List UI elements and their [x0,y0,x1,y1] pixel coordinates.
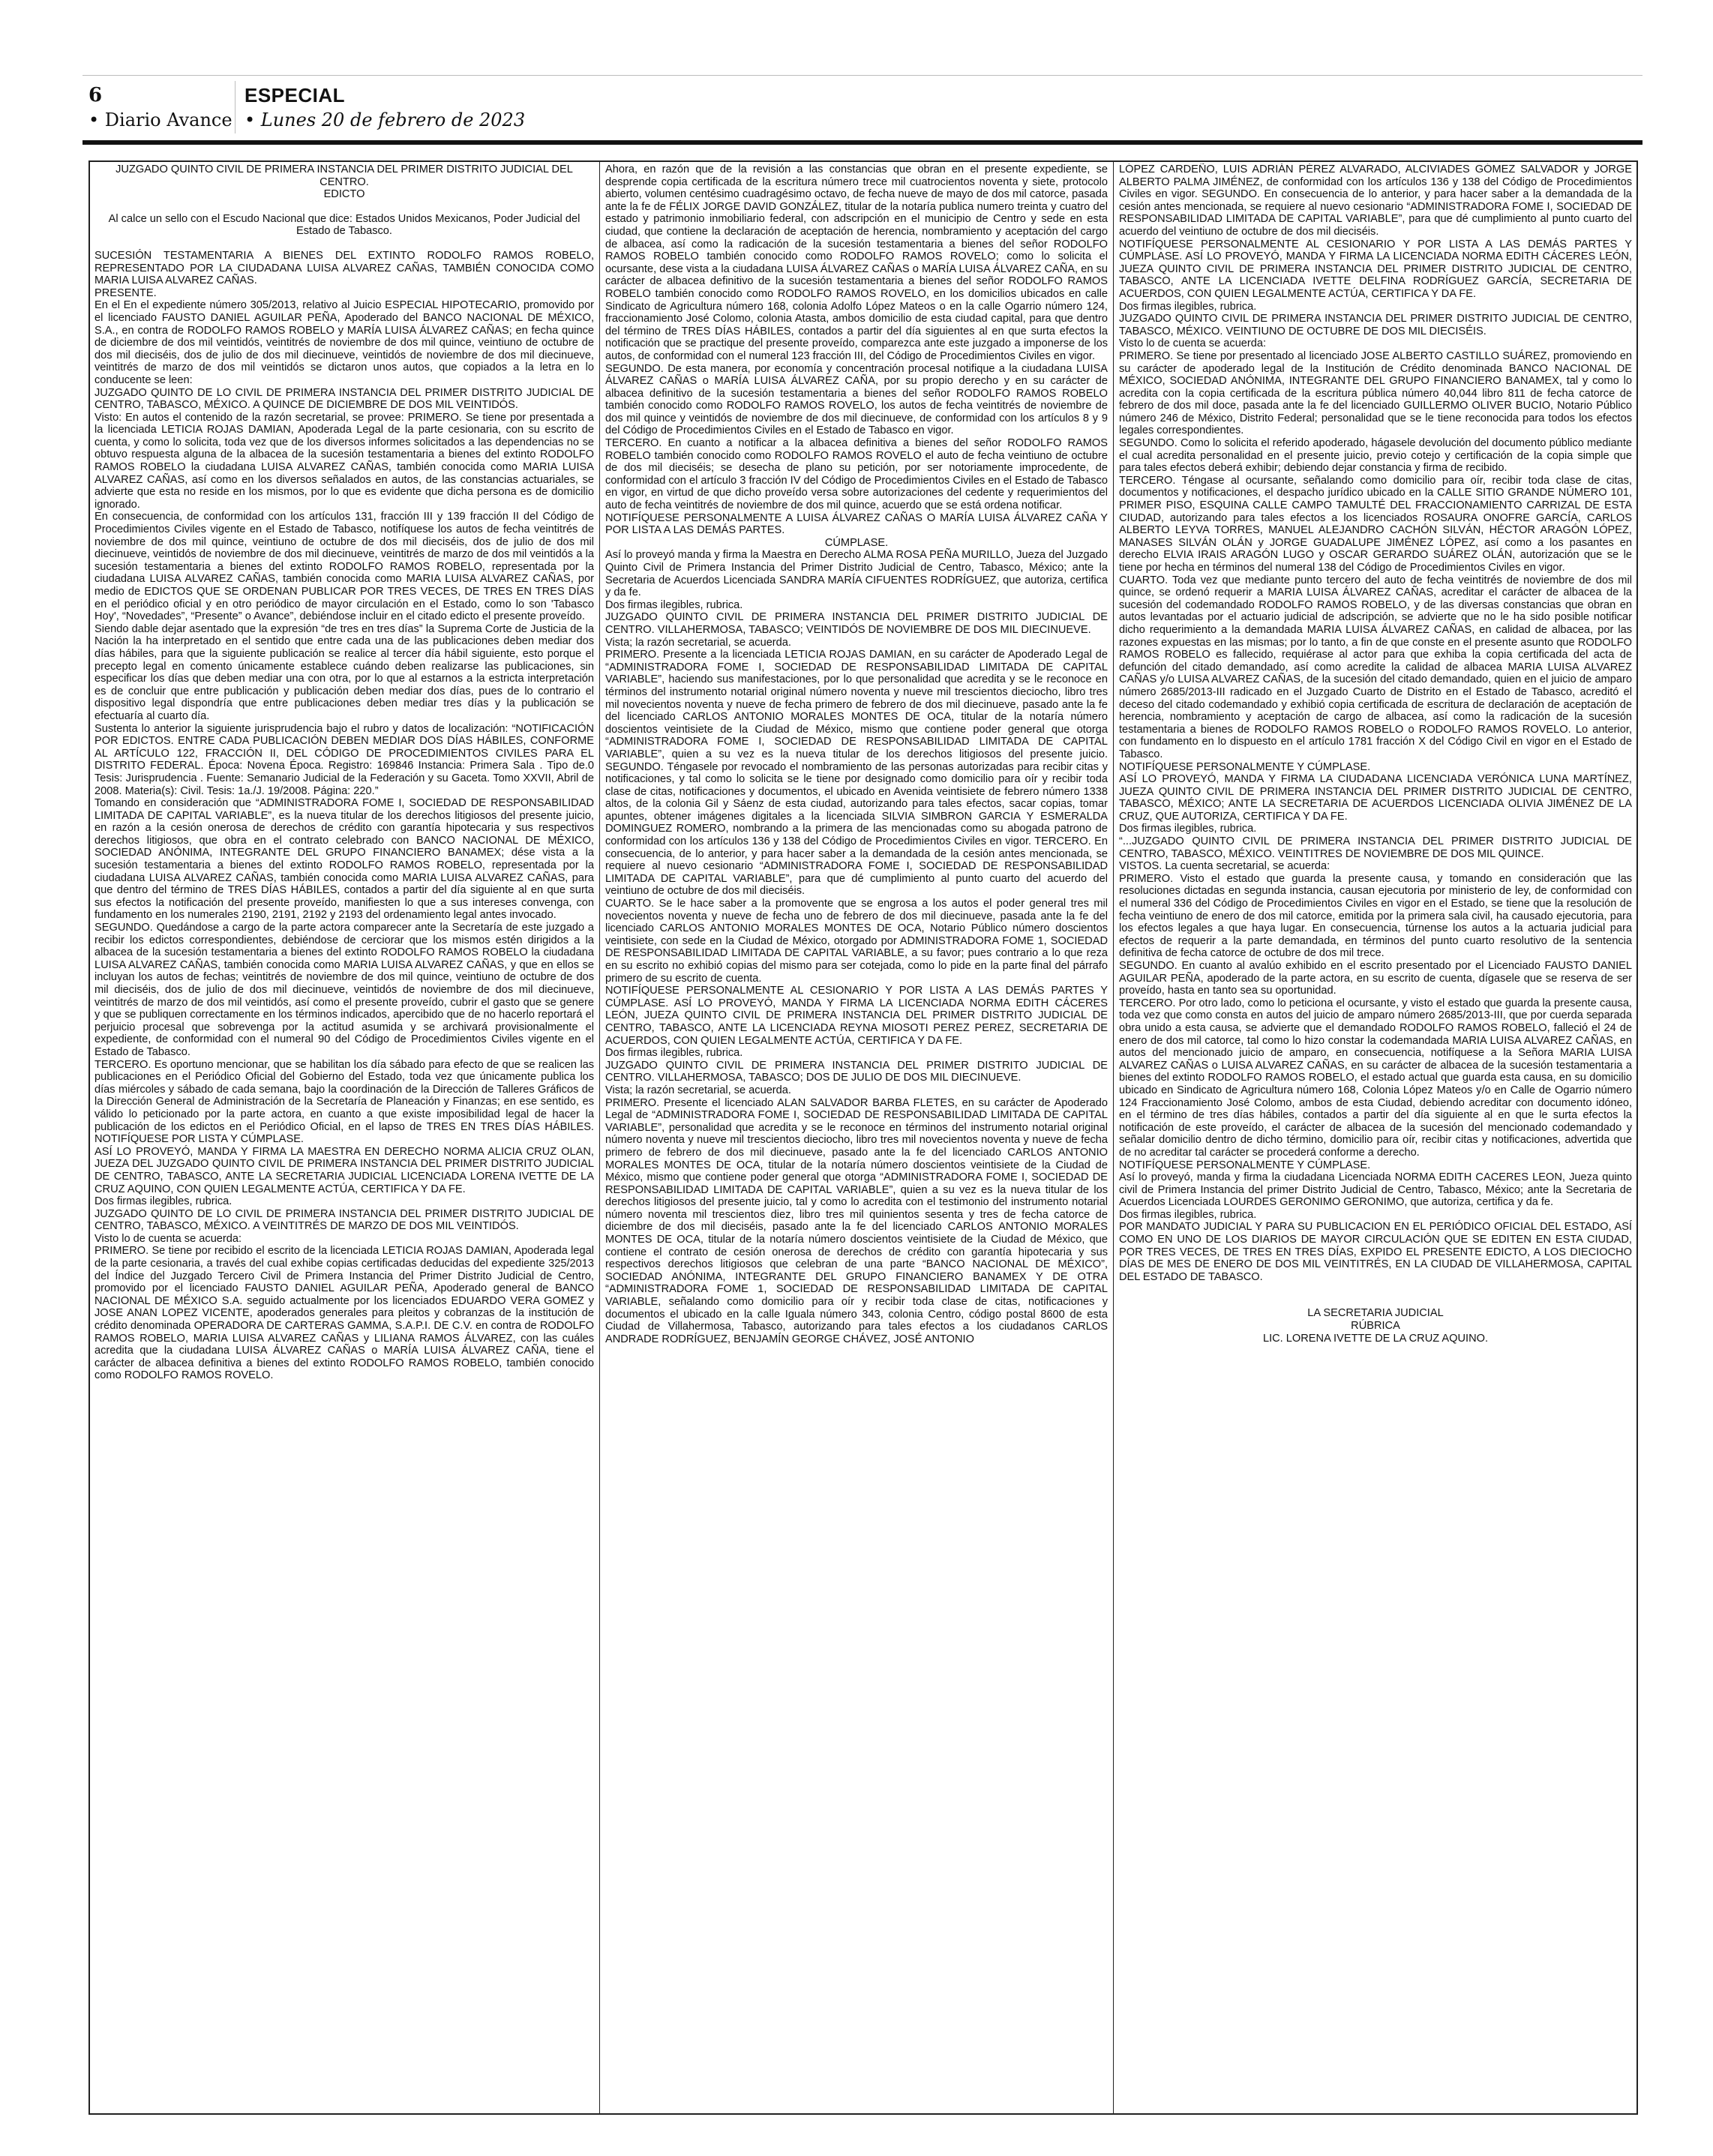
page-number: 6 [88,84,103,106]
paragraph: CUARTO. Se le hace saber a la promovente que se engrosa a los autos el poder general tres mil novecientos noventa y nueve de fecha uno de febrero de dos mil diecinueve, pasada ante la fe del licenciado CARLOS ANTONIO MORALES MONTES DE OCA, Notario Público número doscientos veintisiete, con sede en la Ciudad de México, otorgado por ADMINISTRADORA FOME 1, SOCIEDAD DE RESPONSABILIDAD LIMITADA DE CAPITAL VARIABLE, a su favor; pues contrario a lo que reza en su escrito no exhibió copias del mismo para ser cotejada, como lo pide en la parte final del párrafo primero de su escrito de cuenta. [605,898,1108,985]
paragraph: LÓPEZ CARDEÑO, LUIS ADRIÁN PÉREZ ALVARADO, ALCIVIADES GÓMEZ SALVADOR y JORGE ALBERTO PALMA JIMÉNEZ, de conformidad con los artículos 136 y 138 del Código de Procedimientos Civiles en vigor. SEGUNDO. En consecuencia de lo anterior, y para hacer saber a la demandada de la cesión antes mencionada, se requiere al nuevo cesionario “ADMINISTRADORA FOME I, SOCIEDAD DE RESPONSABILIDAD LIMITADA DE CAPITAL VARIABLE”, para que dé cumplimiento al punto cuarto del acuerdo del veintiuno de octubre de dos mil dieciséis. [1119,163,1632,238]
paragraph: Así lo proveyó, manda y firma la ciudadana Licenciada NORMA EDITH CACERES LEON, Jueza quinto civil de Primera Instancia del primer Distrito Judicial de Centro, Tabasco, México; ante la Secretaria de Acuerdos Licenciada LOURDES GERONIMO GERONIMO, que autoriza, certifica y da fe. [1119,1171,1632,1209]
paragraph: JUZGADO QUINTO CIVIL DE PRIMERA INSTANCIA DEL PRIMER DISTRITO JUDICIAL DE CENTRO. VILLAHERMOSA, TABASCO; DOS DE JULIO DE DOS MIL DIECINUEVE. [605,1059,1108,1084]
notice-column-3 [1114,163,1636,2112]
notice-column-1 [90,163,598,2112]
paragraph: Siendo dable dejar asentado que la expresión “de tres en tres días” la Suprema Corte de Justicia de la Nación la ha interpretado en el sentido que entre cada una de las publicaciones deben mediar dos días hábiles, para que la siguiente publicación se realice al tercer día hábil siguiente, esto porque el precepto legal en comento únicamente establece cuándo deben realizarse las publicaciones, sin especificar los días que deben mediar una con otra, por lo que al estarnos a la estricta interpretación es de concluir que entre publicación y publicación deben mediar dos días, pues de lo contrario el dispositivo legal dispondría que entre publicaciones deben mediar tres días y la publicación se efectuaría al cuarto día. [94,622,594,722]
court-heading: JUZGADO QUINTO CIVIL DE PRIMERA INSTANCIA DEL PRIMER DISTRITO JUDICIAL DEL CENTRO. [116,163,573,188]
column-rule [599,162,600,2113]
masthead [0,0,1713,165]
masthead-divider [235,81,236,133]
paragraph: Dos firmas ilegibles, rubrica. [605,1047,743,1060]
paragraph: NOTIFÍQUESE PERSONALMENTE AL CESIONARIO Y POR LISTA A LAS DEMÁS PARTES Y CÚMPLASE. ASÍ LO PROVEYÓ, MANDA Y FIRMA LA LICENCIADA NORMA EDITH CÁCERES LEÓN, JUEZA QUINTO CIVIL DE PRIMERA INSTANCIA DEL PRIMER DISTRITO JUDICIAL DE CENTRO, TABASCO, ANTE LA LICENCIADA REYNA MIOSOTI PEREZ PEREZ, SECRETARIA DE ACUERDOS, CON QUIEN LEGALMENTE ACTÚA, CERTIFICA Y DA FE. [605,985,1108,1047]
paragraph: PRIMERO. Se tiene por presentado al licenciado JOSE ALBERTO CASTILLO SUÁREZ, promoviendo en su carácter de apoderado legal de la Institución de Crédito denominada BANCO NACIONAL DE MÉXICO, SOCIEDAD ANÓNIMA, INTEGRANTE DEL GRUPO FINANCIERO BANAMEX, tal y como lo acredita con la copia certificada de la escritura pública número 40,044 libro 811 de fecha catorce de febrero de dos mil doce, pasada ante la fe del licenciado GUILLERMO OLIVER BUCIO, Notario Público número 246 de México, Distrito Federal; personalidad que se le tiene reconocida para todos los efectos legales correspondientes. [1119,349,1632,437]
paragraph: SEGUNDO. Como lo solicita el referido apoderado, hágasele devolución del documento público mediante el cual acredita personalidad en el presente juicio, previo cotejo y certificación de la copia simple que para tales efectos deberá exhibir; debiendo dejar constancia y firma de recibido. [1119,437,1632,475]
paragraph: ASÍ LO PROVEYÓ, MANDA Y FIRMA LA MAESTRA EN DERECHO NORMA ALICIA CRUZ OLAN, JUEZA DEL JUZGADO QUINTO CIVIL DE PRIMERA INSTANCIA DEL PRIMER DISTRITO JUDICIAL DE CENTRO, TABASCO, ANTE LA SECRETARIA JUDICIAL LICENCIADA LORENA IVETTE DE LA CRUZ AQUINO, CON QUIEN LEGALMENTE ACTÚA, CERTIFICA Y DA FE. [94,1145,594,1195]
paragraph: TERCERO. En cuanto a notificar a la albacea definitiva a bienes del señor RODOLFO RAMOS ROBELO también conocido como RODOLFO RAMOS ROVELO el auto de fecha veintiuno de octubre de dos mil dieciséis; se desecha de plano su petición, por ser notoriamente improcedente, de conformidad con el artículo 3 fracción IV del Código de Procedimientos Civiles en el Estado de Tabasco en vigor, en virtud de que dicho proveído versa sobre autorizaciones del cedente y requerimientos del auto de fecha veintitrés de noviembre de dos mil quince, acuerdo que se está ordena notificar. [605,437,1108,512]
paragraph: Sustenta lo anterior la siguiente jurisprudencia bajo el rubro y datos de localización: “NOTIFICACIÓN POR EDICTOS. ENTRE CADA PUBLICACIÓN DEBEN MEDIAR DOS DÍAS HÁBILES, CONFORME AL ARTÍCULO 122, FRACCIÓN II, DEL CÓDIGO DE PROCEDIMIENTOS CIVILES PARA EL DISTRITO FEDERAL. Época: Novena Época. Registro: 169846 Instancia: Primera Sala . Tipo de.0 Tesis: Jurisprudencia . Fuente: Semanario Judicial de la Federación y su Gaceta. Tomo XXVII, Abril de 2008. Materia(s): Civil. Tesis: 1a./J. 19/2008. Página: 220.” [94,722,594,797]
paper-name: • Diario Avance [88,109,232,130]
paragraph: Así lo proveyó manda y firma la Maestra en Derecho ALMA ROSA PEÑA MURILLO, Jueza del Juzgado Quinto Civil de Primera Instancia del Primer Distrito Judicial de Centro, Tabasco, México; ante la Secretaria de Acuerdos Licenciada SANDRA MARÍA CIFUENTES RODRÍGUEZ, que autoriza, certifica y da fe. [605,549,1108,599]
paragraph: PRIMERO. Presente a la licenciada LETICIA ROJAS DAMIAN, en su carácter de Apoderado Legal de “ADMINISTRADORA FOME I, SOCIEDAD DE RESPONSABILIDAD LIMITADA DE CAPITAL VARIABLE”, haciendo sus manifestaciones, por lo que personalidad que acredita y se le reconoce en términos del instrumento notarial original número noventa y nueve mil trescientos dieciocho, libro tres mil novecientos noventa y nueve de fecha primero de febrero de dos mil diecinueve, pasado ante la fe del licenciado CARLOS ANTONIO MORALES MONTES DE OCA, titular de la notaría número doscientos veintisiete de la Ciudad de México, mismo que contiene poder general que otorga “ADMINISTRADORA FOME I, SOCIEDAD DE RESPONSABILIDAD LIMITADA DE CAPITAL VARIABLE”, quien a su vez es la nueva titular de los derechos litigiosos del presente juicio. SEGUNDO. Téngasele por revocado el nombramiento de las personas autorizadas para recibir citas y notificaciones, y tal como lo solicita se le tiene por designado como domicilio para oír y recibir toda clase de citas, notificaciones y documentos, el ubicado en Avenida veintisiete de febrero número 1338 altos, de la colonia Gil y Sáenz de esta ciudad, autorizando para tales efectos, sacar copias, tomar apuntes, obtener imágenes digitales a la licenciada SILVIA SIMBRON GARCIA Y ESMERALDA DOMINGUEZ ROMERO, nombrando a la primera de las mencionadas como su abogada patrono de conformidad con los artículos 136 y 138 del Código de Procedimientos Civiles en vigor. TERCERO. En consecuencia, de lo anterior, y para hacer saber a la demandada de la cesión antes mencionada, se requiere al nuevo cesionario “ADMINISTRADORA FOME I, SOCIEDAD DE RESPONSABILIDAD LIMITADA DE CAPITAL VARIABLE”, para que dé cumplimiento al punto cuarto del acuerdo del veintiuno de octubre de dos mil dieciséis. [605,649,1108,898]
paragraph: VISTOS. La cuenta secretarial, se acuerda: [1119,860,1330,873]
paragraph: JUZGADO QUINTO DE LO CIVIL DE PRIMERA INSTANCIA DEL PRIMER DISTRITO JUDICIAL DE CENTRO, TABASCO, MÉXICO. A QUINCE DE DICIEMBRE DE DOS MIL VEINTIDÓS. [94,386,594,412]
paragraph: NOTIFÍQUESE PERSONALMENTE Y CÚMPLASE. [1119,1159,1371,1171]
paragraph: En consecuencia, de conformidad con los artículos 131, fracción III y 139 fracción II del Código de Procedimientos Civiles vigente en el Estado de Tabasco, notifíquese los autos de fecha veintitrés de noviembre de dos mil quince, veintiuno de octubre de dos mil dieciséis, dos de julio de dos mil diecinueve, veintidós de noviembre de dos mil diecinueve, veintitrés de marzo de dos mil veintidós a la sucesión testamentaria a bienes del extinto RODOLFO RAMOS ROBELO, representada por la ciudadana LUISA ALVAREZ CAÑAS, también conocida como MARIA LUISA ALVAREZ CAÑAS, por medio de EDICTOS QUE SE ORDENAN PUBLICAR POR TRES VECES, DE TRES EN TRES DÍAS en el periódico oficial y en otro periódico de mayor circulación en el Estado, como lo son 'Tabasco Hoy', “Novedades”, “Presente” o Avance”, debiéndose incluir en el citado edicto el presente proveído. [94,511,594,623]
top-rule [82,75,1642,76]
paragraph: Tomando en consideración que “ADMINISTRADORA FOME I, SOCIEDAD DE RESPONSABILIDAD LIMITADA DE CAPITAL VARIABLE”, es la nueva titular de los derechos litigiosos del presente juicio, en razón a la cesión onerosa de derechos de crédito con garantía hipotecaria y sus respectivos derechos litigiosos, que obra en el contrato celebrado con BANCO NACIONAL DE MÉXICO, SOCIEDAD ANÓNIMA, INTEGRANTE DEL GRUPO FINANCIERO BANAMEX; dése vista a la sucesión testamentaria a bienes del extinto RODOLFO RAMOS ROBELO, representada por la ciudadana LUISA ALVAREZ CAÑAS, también conocida como MARIA LUISA ALVAREZ CAÑAS, para que dentro del término de TRES DÍAS HÁBILES, contados a partir del día siguiente al en que surta sus efectos la notificación del presente proveído, manifiesten lo que a sus intereses convenga, con fundamento en los numerales 2190, 2191, 2192 y 2193 del ordenamiento legal antes invocado. [94,797,594,922]
paragraph: SEGUNDO. Quedándose a cargo de la parte actora comparecer ante la Secretaría de este juzgado a recibir los edictos correspondientes, debiéndose de cerciorar que los mismos estén dirigidos a la albacea de la sucesión testamentaria a bienes del extinto RODOLFO RAMOS ROBELO la ciudadana LUISA ALVAREZ CAÑAS, también conocida como MARIA LUISA ALVAREZ CAÑAS, y que en ellos se incluyan los autos de fechas; veintitrés de noviembre de dos mil quince, veintiuno de octubre de dos mil dieciséis, dos de julio de dos mil diecinueve, veintidós de noviembre de dos mil diecinueve, veintitrés de marzo de dos mil veintidós, así como el presente proveído, cubrir el gasto que se genere y que se publiquen correctamente en los términos indicados, apercibido que de no hacerlo reportará el perjuicio procesal que sobrevenga por la actitud asumida y se archivará provisionalmente el expediente, de conformidad con el numeral 90 del Código de Procedimientos Civiles vigente en el Estado de Tabasco. [94,922,594,1058]
paragraph: TERCERO. Por otro lado, como lo peticiona el ocursante, y visto el estado que guarda la presente causa, toda vez que como consta en autos del juicio de amparo número 2685/2013-III, que por cuerda separada obra unido a esta causa, se advierte que el demandado RODOLFO RAMOS ROBELO, falleció el 24 de enero de dos mil catorce, tal como lo hizo constar la codemandada MARIA LUISA ALVAREZ CAÑAS, en autos del mencionado juicio de amparo, en consecuencia, notifíquese a la Señora MARIA LUISA ALVAREZ CAÑAS o LUISA ALVAREZ CAÑAS, en su carácter de albacea de la sucesión testamentaria a bienes del extinto RODOLFO RAMOS ROBELO, el estado actual que guarda esta causa, en su domicilio ubicado en Sindicato de Agricultura número 168, Colonia López Mateos y/o en Calle de Ogarrio número 124 Fraccionamiento José Colomo, ambos de esta Ciudad, debiendo acreditar con documento idóneo, en el término de tres días hábiles, contados a partir del día siguiente al en que le surta efectos la notificación de este proveído, el carácter de albacea de la sucesión del mencionado codemandado y señalar domicilio dentro de dicho término, domicilio para oír, recibir citas y notificaciones, advertida que de no acreditar tal carácter se procederá conforme a derecho. [1119,997,1632,1159]
paragraph: TERCERO. Es oportuno mencionar, que se habilitan los día sábado para efecto de que se realicen las publicaciones en el Periódico Oficial del Gobierno del Estado, toda vez que únicamente publica los días miércoles y sábado de cada semana, bajo la coordinación de la Dirección de Talleres Gráficos de la Dirección General de Administración de la Secretaría de Planeación y Finanzas; en ese sentido, es válido lo peticionado por la parte actora, en cuanto a que existe imposibilidad legal de hacer la publicación de los edictos en el Periódico Oficial, en el lapso de TRES EN TRES DÍAS HÁBILES. NOTIFÍQUESE POR LISTA Y CÚMPLASE. [94,1058,594,1146]
paragraph: PRIMERO. Presente el licenciado ALAN SALVADOR BARBA FLETES, en su carácter de Apoderado Legal de “ADMINISTRADORA FOME I, SOCIEDAD DE RESPONSABILIDAD LIMITADA DE CAPITAL VARIABLE”, personalidad que acredita y se le reconoce en términos del instrumento notarial original número noventa y nueve mil trescientos dieciocho, libro tres mil novecientos noventa y nueve de fecha primero de febrero de dos mil diecinueve, pasado ante la fe del licenciado CARLOS ANTONIO MORALES MONTES DE OCA, titular de la notaría número doscientos veintisiete de la Ciudad de México, mismo que contiene poder general que otorga “ADMINISTRADORA FOME I, SOCIEDAD DE RESPONSABILIDAD LIMITADA DE CAPITAL VARIABLE”, quien a su vez es la nueva titular de los derechos litigiosos del presente juicio, tal y como lo acredita con el testimonio del instrumento notarial número noventa mil trescientos diez, libro tres mil quinientos sesenta y tres de fecha catorce de diciembre de dos mil dieciséis, pasado ante la fe del licenciado CARLOS ANTONIO MORALES MONTES DE OCA, titular de la notaría número doscientos veintisiete de la Ciudad de México, que contiene el contrato de cesión onerosa de derechos de crédito con garantía hipotecaria y sus respectivos derechos litigiosos que celebran de una parte “BANCO NACIONAL DE MÉXICO”, SOCIEDAD ANÓNIMA, INTEGRANTE DEL GRUPO FINANCIERO BANAMEX Y DE OTRA “ADMINISTRADORA FOME 1, SOCIEDAD DE RESPONSABILIDAD LIMITADA DE CAPITAL VARIABLE, señalando como domicilio para oír y recibir toda clase de citas, notificaciones y documentos el ubicado en la calle Iguala número 343, colonia Centro, código postal 8600 de esta Ciudad de Villahermosa, Tabasco, autorizando para tales efectos a los ciudadanos CARLOS ANDRADE RODRÍGUEZ, BENJAMÍN GEORGE CHÁVEZ, JOSÉ ANTONIO [605,1096,1108,1345]
issue-date: • Lunes 20 de febrero de 2023 [244,109,526,130]
paragraph: Vista; la razón secretarial, se acuerda. [605,1084,791,1096]
paragraph: ASÍ LO PROVEYÓ, MANDA Y FIRMA LA CIUDADANA LICENCIADA VERÓNICA LUNA MARTÍNEZ, JUEZA QUINTO CIVIL DE PRIMERA INSTANCIA DEL PRIMER DISTRITO JUDICIAL DE CENTRO, TABASCO, MÉXICO; ANTE LA SECRETARIA DE ACUERDOS LICENCIADA OLIVIA JIMÉNEZ DE LA CRUZ, QUE AUTORIZA, CERTIFICA Y DA FE. [1119,773,1632,823]
paragraph: Vista; la razón secretarial, se acuerda. [605,636,791,649]
paragraph: PRIMERO. Visto el estado que guarda la presente causa, y tomando en consideración que las resoluciones dictadas en segunda instancia, causan ejecutoria por ministerio de ley, de conformidad con el numeral 336 del Código de Procedimientos Civiles en vigor en el Estado, se tiene que la resolución de fecha veintiuno de enero de dos mil catorce, emitida por la primera sala civil, ha causado ejecutoria, para los efectos legales a que haya lugar. En consecuencia, túrnense los autos a la actuaria judicial para efectos de requerir a la parte demandada, en términos del punto cuarto resolutivo de la sentencia definitiva de fecha catorce de octubre de dos mil trece. [1119,872,1632,960]
paragraph: SEGUNDO. En cuanto al avalúo exhibido en el escrito presentado por el Licenciado FAUSTO DANIEL AGUILAR PEÑA, apoderado de la parte actora, en su escrito de cuenta, dígasele que se reserva de ser proveído, hasta en tanto sea su oportunidad. [1119,960,1632,997]
paragraph: JUZGADO QUINTO CIVIL DE PRIMERA INSTANCIA DEL PRIMER DISTRITO JUDICIAL DE CENTRO, TABASCO, MÉXICO. VEINTIUNO DE OCTUBRE DE DOS MIL DIECISÉIS. [1119,313,1632,337]
signature-title: LA SECRETARIA JUDICIAL [1307,1307,1444,1320]
paragraph: NOTIFÍQUESE PERSONALMENTE Y CÚMPLASE. [1119,760,1371,773]
paragraph: NOTIFÍQUESE PERSONALMENTE A LUISA ÁLVAREZ CAÑAS O MARÍA LUISA ÁLVAREZ CAÑA Y POR LISTA A LAS DEMÁS PARTES. [605,511,1108,537]
paragraph: Dos firmas ilegibles, rubrica. [1119,300,1257,313]
seal-note: Al calce un sello con el Escudo Nacional que dice: Estados Unidos Mexicanos, Poder Judicial del Estado de Tabasco. [108,212,580,238]
paragraph: SEGUNDO. De esta manera, por economía y concentración procesal notifique a la ciudadana LUISA ÁLVAREZ CAÑAS o MARÍA LUISA ÁLVAREZ CAÑA, por su propio derecho y en su carácter de albacea definitivo de la sucesión testamentaria a bienes del señor RODOLFO RAMOS ROBELO también conocido como RODOLFO RAMOS ROVELO, los autos de fecha veintitrés de noviembre de dos mil quince y veintidós de noviembre de dos mil diecinueve, de conformidad con los artículos 8 y 9 del Código de Procedimientos Civiles en el Estado de Tabasco en vigor. [605,362,1108,437]
paragraph: JUZGADO QUINTO CIVIL DE PRIMERA INSTANCIA DEL PRIMER DISTRITO JUDICIAL DE CENTRO. VILLAHERMOSA, TABASCO; VEINTIDÓS DE NOVIEMBRE DE DOS MIL DIECINUEVE. [605,611,1108,636]
paragraph: SUCESIÓN TESTAMENTARIA A BIENES DEL EXTINTO RODOLFO RAMOS ROBELO, REPRESENTADO POR LA CIUDADANA LUISA ALVAREZ CAÑAS, TAMBIÉN CONOCIDA COMO MARIA LUISA ALVAREZ CAÑAS. [94,249,594,287]
paragraph: Dos firmas ilegibles, rubrica. [605,598,743,611]
paragraph: POR MANDATO JUDICIAL Y PARA SU PUBLICACION EN EL PERIÓDICO OFICIAL DEL ESTADO, ASÍ COMO EN UNO DE LOS DIARIOS DE MAYOR CIRCULACIÓN QUE SE EDITEN EN ESTA CIUDAD, POR TRES VECES, DE TRES EN TRES DÍAS, EXPIDO EL PRESENTE EDICTO, A LOS DIECIOCHO DÍAS DE MES DE ENERO DE DOS MIL VEINTITRÉS, EN LA CIUDAD DE VILLAHERMOSA, CAPITAL DEL ESTADO DE TABASCO. [1119,1221,1632,1283]
paragraph: TERCERO. Téngase al ocursante, señalando como domicilio para oír, recibir toda clase de citas, documentos y notificaciones, el despacho jurídico ubicado en la CALLE SITIO GRANDE NÚMERO 101, PRIMER PISO, ESQUINA CALLE CAMPO TAMULTÉ DEL FRACCIONAMIENTO CARRIZAL DE ESTA CIUDAD, autorizando para tales efectos a los licenciados ROSAURA ONOFRE GARCÍA, CARLOS ALBERTO LEYVA TORRES, MANUEL ALEJANDRO CACHÓN SILVÁN, HÉCTOR ARAGÓN LÓPEZ, MANASES SILVÁN OLÁN y JORGE GUADALUPE JIMÉNEZ LÓPEZ, así como a los pasantes en derecho ELVIA IRAIS ARAGÓN LUGO y OSCAR GERARDO SUÁREZ OLÁN, autorización que se le tiene por hecha en términos del numeral 138 del Código de Procedimientos Civiles en vigor. [1119,474,1632,574]
paragraph: CÚMPLASE. [824,536,889,549]
paragraph: Visto lo de cuenta se acuerda: [94,1232,242,1245]
paragraph: PRESENTE. [94,286,157,299]
paragraph: “...JUZGADO QUINTO CIVIL DE PRIMERA INSTANCIA DEL PRIMER DISTRITO JUDICIAL DE CENTRO, TABASCO, MÉXICO. VEINTITRES DE NOVIEMBRE DE DOS MIL QUINCE. [1119,835,1632,860]
paragraph: Dos firmas ilegibles, rubrica. [1119,823,1257,835]
edicto-title: EDICTO [323,188,365,201]
signature-rubrica: RÚBRICA [1351,1320,1400,1333]
paragraph: NOTIFÍQUESE PERSONALMENTE AL CESIONARIO Y POR LISTA A LAS DEMÁS PARTES Y CÚMPLASE. ASÍ LO PROVEYÓ, MANDA Y FIRMA LA LICENCIADA NORMA EDITH CÁCERES LEÓN, JUEZA QUINTO CIVIL DE PRIMERA INSTANCIA DEL PRIMER DISTRITO JUDICIAL DE CENTRO, TABASCO, ANTE LA LICENCIADA IVETTE DELFINA RODRÍGUEZ GARCÍA, SECRETARIA DE ACUERDOS, CON QUIEN LEGALMENTE ACTÚA, CERTIFICA Y DA FE. [1119,238,1632,300]
paragraph: Visto: En autos el contenido de la razón secretarial, se provee: PRIMERO. Se tiene por presentada a la licenciada LETICIA ROJAS DAMIAN, Apoderada Legal de la parte cesionaria, con su escrito de cuenta, y como lo solicita, toda vez que de los diversos informes solicitados a las dependencias no se obtuvo respuesta alguna de la albacea de la sucesión testamentaria a bienes del extinto RODOLFO RAMOS ROBELO la ciudadana LUISA ALVAREZ CAÑAS, también conocida como MARIA LUISA ALVAREZ CAÑAS, así como en los diversos señalados en autos, de las constancias actuariales, se advierte que esta no reside en los mismos, por lo que es evidente que dicha persona es de domicilio ignorado. [94,411,594,511]
header-thick-rule [82,140,1642,145]
paragraph: JUZGADO QUINTO DE LO CIVIL DE PRIMERA INSTANCIA DEL PRIMER DISTRITO JUDICIAL DE CENTRO, TABASCO, MÉXICO. A VEINTITRÉS DE MARZO DE DOS MIL VEINTIDÓS. [94,1207,594,1233]
paragraph: Dos firmas ilegibles, rubrica. [1119,1208,1257,1221]
paragraph: Visto lo de cuenta se acuerda: [1119,337,1267,350]
paragraph: Dos firmas ilegibles, rubrica. [94,1195,232,1208]
signature-name: LIC. LORENA IVETTE DE LA CRUZ AQUINO. [1262,1332,1489,1345]
paragraph: En el En el expediente número 305/2013, relativo al Juicio ESPECIAL HIPOTECARIO, promovido por el licenciado FAUSTO DANIEL AGUILAR PEÑA, Apoderado del BANCO NACIONAL DE MÉXICO, S.A., en contra de RODOLFO RAMOS ROBELO y MARÍA LUISA ÁLVAREZ CAÑAS; en fecha quince de diciembre de dos mil veintidós, veintitrés de noviembre de dos mil quince, veintiuno de octubre de dos mil dieciséis, dos de julio de dos mil diecinueve, veintidós de noviembre de dos mil diecinueve, veintitrés de marzo de dos mil veintidós se dictaron unos autos, que copiados a la letra en lo conducente se leen: [94,299,594,386]
column-rule [1113,162,1114,2113]
paragraph: CUARTO. Toda vez que mediante punto tercero del auto de fecha veintitrés de noviembre de dos mil quince, se ordenó requerir a MARIA LUISA ÁLVAREZ CAÑAS, acreditar el carácter de albacea de la sucesión del codemandado RODOLFO RAMOS ROBELO, y de las diversas constancias que obran en autos levantadas por el actuario judicial de adscripción, se advierte que no le ha sido posible notificar dicho requerimiento a la demandada MARIA LUISA ÁLVAREZ CAÑAS, en calidad de albacea, por las razones expuestas en las mismas; por lo tanto, a fin de que conste en el presente asunto que RODOLFO RAMOS ROBELO es fallecido, requiérase al actor para que exhiba la copia certificada del acta de defunción del citado demandado, así como acredite la calidad de albacea MARIA LUISA ALVAREZ CAÑAS y/o LUISA ALVAREZ CAÑAS, de la sucesión del citado demandado, quien en el juicio de amparo número 2685/2013-III radicado en el Juzgado Cuarto de Distrito en el Estado de Tabasco, acreditó el deceso del citado codemandado y exhibió copia certificada de escritura de declaración de aceptación de herencia, nombramiento y aceptación de cargo de albacea, así como la radicación de la sucesión testamentaria a bienes de RODOLFO RAMOS ROBELO o RODOLFO RAMOS ROVELO. Lo anterior, con fundamento en lo dispuesto en el artículo 1781 fracción X del Código Civil en vigor en el Estado de Tabasco. [1119,574,1632,760]
notice-column-2 [601,163,1112,2112]
section-name: ESPECIAL [244,84,346,106]
paragraph: PRIMERO. Se tiene por recibido el escrito de la licenciada LETICIA ROJAS DAMIAN, Apoderada legal de la parte cesionaria, a través del cual exhibe copias certificadas deducidas del expediente 325/2013 del Índice del Juzgado Tercero Civil de Primera Instancia del Primer Distrito Judicial de Centro, promovido por el licenciado FAUSTO DANIEL AGUILAR PEÑA, Apoderado general de BANCO NACIONAL DE MÉXICO S.A. seguido actualmente por los licenciados EDUARDO VERA GOMEZ y JOSE ANAN LOPEZ VICENTE, apoderados generales para pleitos y cobranzas de la institución de crédito denominada OPERADORA DE CARTERAS GAMMA, S.A.P.I. DE C.V. en contra de RODOLFO RAMOS ROBELO, MARIA LUISA ALVAREZ CAÑAS y LILIANA RAMOS ÁLVAREZ, con las cuáles acredita que la ciudadana LUISA ÁLVAREZ CAÑAS o MARÍA LUISA ÁLVAREZ CAÑA, tiene el carácter de albacea definitiva a bienes del extinto RODOLFO RAMOS ROBELO, también conocido como RODOLFO RAMOS ROVELO. [94,1245,594,1382]
paragraph: Ahora, en razón que de la revisión a las constancias que obran en el presente expediente, se desprende copia certificada de la escritura número trece mil cuatrocientos noventa y siete, protocolo abierto, volumen centésimo cuadragésimo octavo, de fecha nueve de mayo de dos mil catorce, pasada ante la fe de FÉLIX JORGE DAVID GONZÁLEZ, titular de la notaría publica numero treinta y cuatro del estado y patrimonio inmobiliario federal, con adscripción en el municipio de Centro y sede en esta ciudad, que contiene la declaración de aceptación de herencia, nombramiento y aceptación del cargo de albacea, así como la radicación de la sucesión testamentaria a bienes del señor RODOLFO RAMOS ROBELO también conocido como RODOLFO RAMOS ROVELO; como lo solicita el ocursante, dese vista a la ciudadana LUISA ÁLVAREZ CAÑAS o MARÍA LUISA ÁLVAREZ CAÑA, en su carácter de albacea definitivo de la sucesión testamentaria a bienes del señor RODOLFO RAMOS ROBELO también conocido como RODOLFO RAMOS ROVELO, en los domicilios ubicados en calle Sindicato de Agricultura número 168, colonia Adolfo López Mateos o en la calle Ogarrio número 124, fraccionamiento José Colomo, colonia Atasta, ambos domicilio de esta ciudad capital, para que dentro del término de TRES DÍAS HÁBILES, contados a partir del día siguientes al en que surta efectos la notificación que se practique del presente proveído, comparezca ante este juzgado a imponerse de los autos, de conformidad con el numeral 123 fracción III, del Código de Procedimientos Civiles en vigor. [605,163,1108,362]
